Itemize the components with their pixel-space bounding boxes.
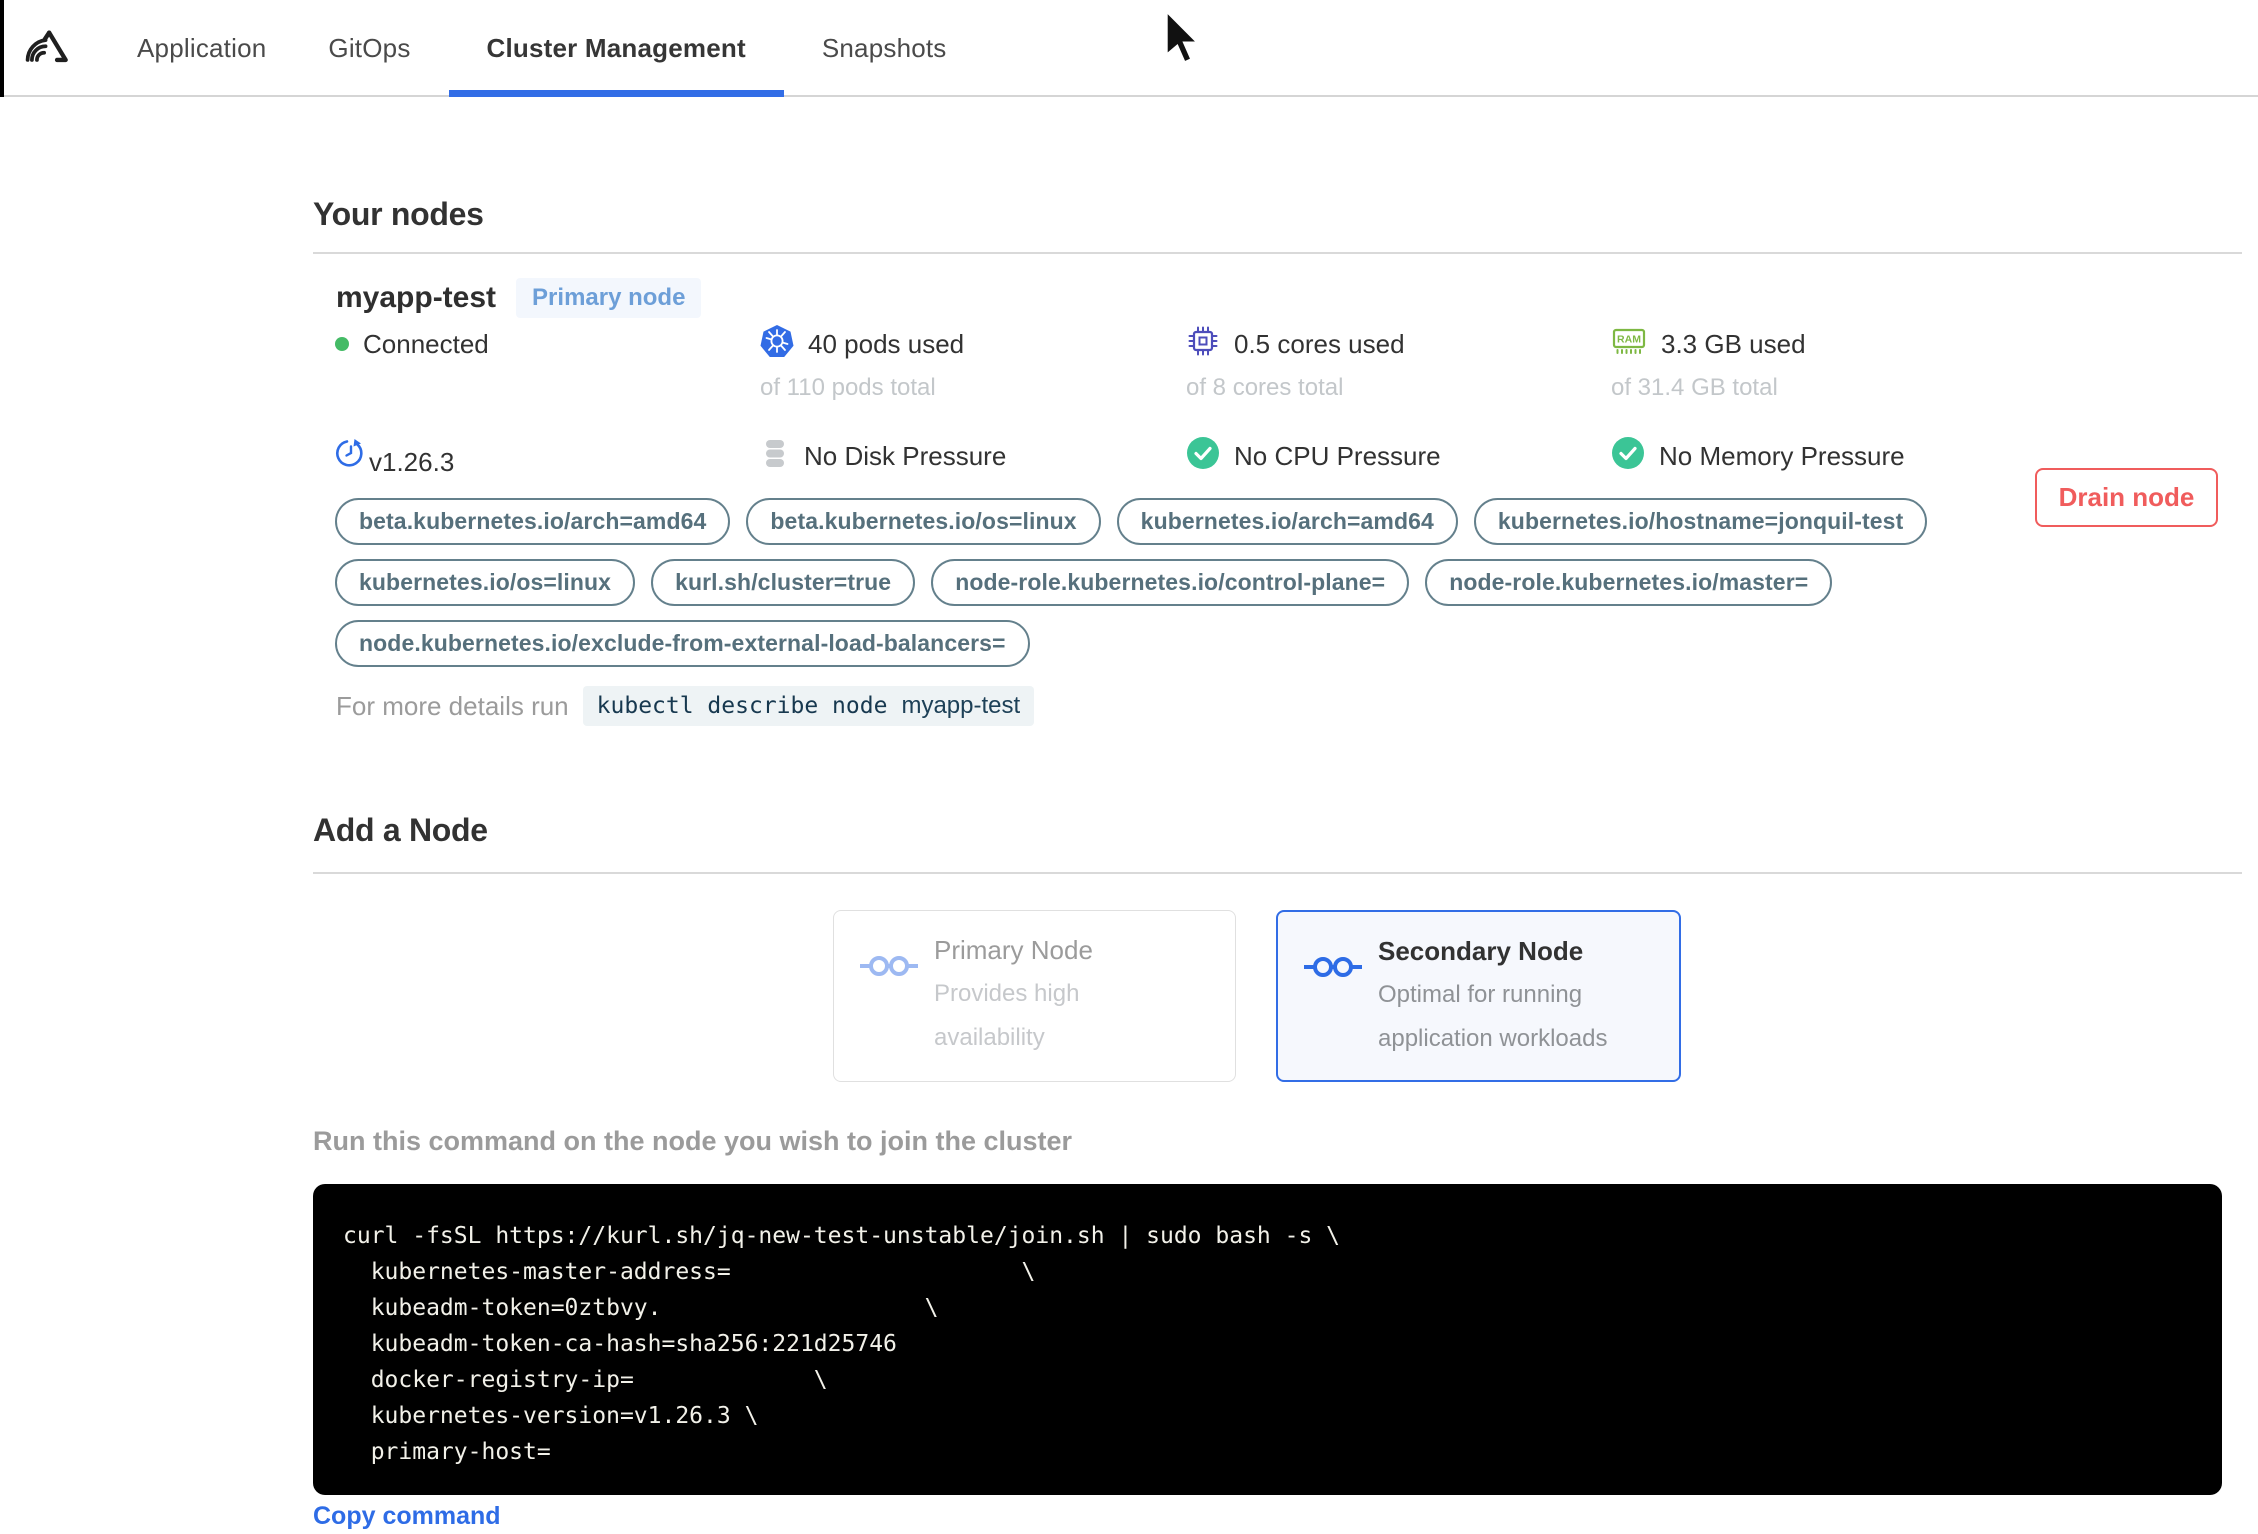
- secondary-card-text: [1378, 936, 1613, 1056]
- cores-stat-cell: [1186, 322, 1611, 402]
- connected-dot-icon: [335, 337, 349, 351]
- code-line: kubernetes-master-address= \: [343, 1259, 1036, 1285]
- drain-node-button[interactable]: Drain node: [2035, 468, 2218, 527]
- node-label-pill: beta.kubernetes.io/arch=amd64: [335, 498, 730, 545]
- version-cell: [335, 434, 760, 478]
- code-line: docker-registry-ip= \: [343, 1367, 828, 1393]
- secondary-card-title: Secondary Node: [1378, 936, 1584, 966]
- svg-text:RAM: RAM: [1617, 333, 1641, 345]
- node-label-pill: kubernetes.io/hostname=jonquil-test: [1474, 498, 1927, 545]
- primary-card-text: [934, 935, 1169, 1057]
- cpu-pressure-label: No CPU Pressure: [1234, 440, 1441, 471]
- tab-cluster-management[interactable]: Cluster Management: [449, 0, 784, 97]
- kurl-logo-icon[interactable]: [24, 22, 70, 77]
- node-label-pill: node-role.kubernetes.io/master=: [1425, 559, 1832, 606]
- window-edge-left: [0, 0, 4, 97]
- details-prefix: For more details run: [336, 690, 569, 721]
- top-nav: [0, 0, 2258, 97]
- ram-icon: [1611, 324, 1647, 365]
- node-chain-icon: [1304, 952, 1362, 1056]
- node-name: myapp-test: [336, 281, 497, 314]
- primary-card-subtitle: Provides high availability: [934, 980, 1080, 1051]
- disk-pressure-cell: [760, 434, 1186, 478]
- add-node-divider: [313, 872, 2242, 874]
- kubectl-command-chip: [583, 686, 1035, 726]
- node-details-line: [336, 686, 1034, 726]
- node-label-pill: node-role.kubernetes.io/control-plane=: [931, 559, 1409, 606]
- pods-stat-cell: [760, 322, 1186, 402]
- kubectl-command-node: myapp-test: [901, 692, 1021, 719]
- cpu-icon: [1186, 324, 1220, 365]
- add-node-title: Add a Node: [313, 812, 488, 848]
- memory-total-label: of 31.4 GB total: [1611, 374, 1778, 401]
- pods-used-label: 40 pods used: [808, 328, 965, 359]
- tab-gitops[interactable]: GitOps: [328, 33, 411, 63]
- kubernetes-icon: [760, 324, 794, 365]
- memory-pressure-label: No Memory Pressure: [1659, 440, 1905, 471]
- node-status-label: Connected: [363, 328, 489, 359]
- code-line: kubernetes-version=v1.26.3 \: [343, 1403, 759, 1429]
- memory-stat-cell: [1611, 322, 2251, 402]
- primary-node-badge: Primary node: [516, 278, 701, 318]
- disk-icon: [760, 436, 790, 477]
- nav-tabs: [113, 0, 971, 97]
- disk-pressure-label: No Disk Pressure: [804, 440, 1007, 471]
- code-line: curl -fsSL https://kurl.sh/jq-new-test-unstable/join.sh | sudo bash -s \: [343, 1223, 1340, 1249]
- node-status-cell: [335, 322, 760, 402]
- memory-used-label: 3.3 GB used: [1661, 328, 1806, 359]
- version-update-icon: [335, 437, 367, 476]
- node-stats-grid: [335, 322, 2251, 478]
- node-type-cards: [833, 910, 1681, 1082]
- node-label-pill: kurl.sh/cluster=true: [651, 559, 915, 606]
- code-line: primary-host=: [343, 1439, 551, 1465]
- your-nodes-divider: [313, 252, 2242, 254]
- node-labels: [335, 498, 2035, 667]
- tab-snapshots[interactable]: Snapshots: [821, 33, 947, 63]
- kubectl-command-text: kubectl describe node: [596, 693, 888, 719]
- cores-used-label: 0.5 cores used: [1234, 328, 1405, 359]
- node-chain-icon: [860, 951, 918, 1057]
- node-label-pill: kubernetes.io/arch=amd64: [1117, 498, 1458, 545]
- code-line: kubeadm-token=0ztbvy. \: [343, 1295, 939, 1321]
- version-label: v1.26.3: [369, 447, 455, 477]
- check-circle-icon: [1186, 436, 1220, 477]
- primary-card-title: Primary Node: [934, 935, 1093, 965]
- copy-command-link[interactable]: Copy command: [313, 1502, 501, 1530]
- pods-total-label: of 110 pods total: [760, 374, 936, 401]
- secondary-card-subtitle: Optimal for running application workloads: [1378, 981, 1608, 1052]
- join-command-instruction: Run this command on the node you wish to join the cluster: [313, 1126, 1073, 1156]
- node-header: [336, 278, 701, 318]
- cores-total-label: of 8 cores total: [1186, 374, 1344, 401]
- node-label-pill: node.kubernetes.io/exclude-from-external-load-balancers=: [335, 620, 1030, 667]
- primary-node-card[interactable]: [833, 910, 1236, 1082]
- check-circle-icon: [1611, 436, 1645, 477]
- tab-application[interactable]: Application: [137, 33, 267, 63]
- node-label-pill: beta.kubernetes.io/os=linux: [746, 498, 1100, 545]
- mouse-cursor-icon: [1163, 8, 1205, 77]
- code-line: kubeadm-token-ca-hash=sha256:221d25746: [343, 1331, 897, 1357]
- your-nodes-title: Your nodes: [313, 196, 484, 232]
- node-label-pill: kubernetes.io/os=linux: [335, 559, 635, 606]
- cpu-pressure-cell: [1186, 434, 1611, 478]
- secondary-node-card[interactable]: [1276, 910, 1681, 1082]
- join-command-code-box: [313, 1184, 2222, 1495]
